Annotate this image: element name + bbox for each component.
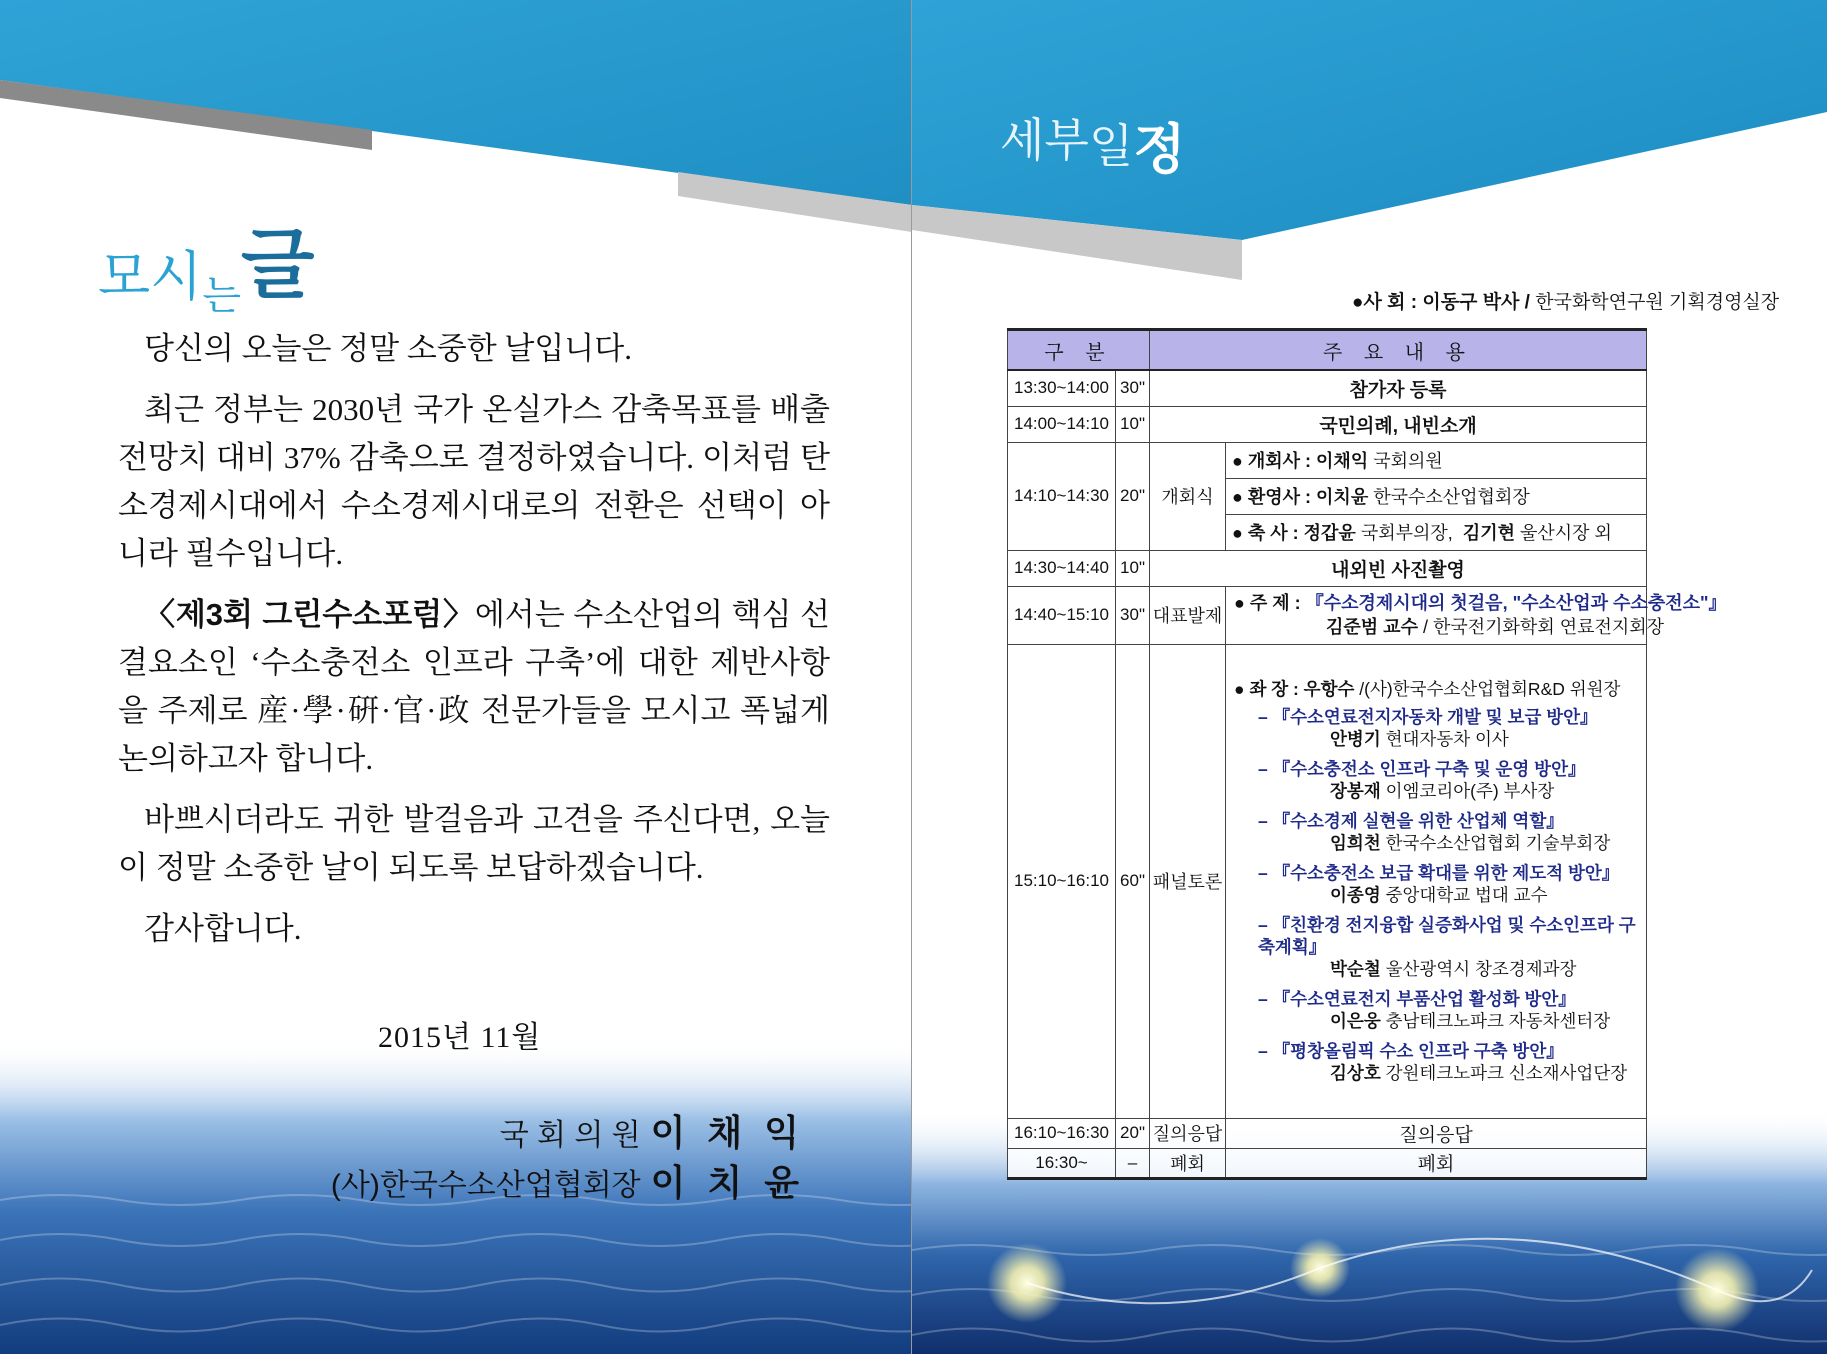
table-row <box>1008 442 1647 478</box>
schedule-heading <box>1000 95 1186 181</box>
panel-topic: – 『평창올림픽 수소 인프라 구축 방안』 <box>1258 1041 1564 1061</box>
letter-paragraph: 당신의 오늘은 정말 소중한 날입니다. <box>144 331 632 366</box>
category-cell: 개회식 <box>1150 442 1226 550</box>
panelist-name: 박순철 <box>1330 959 1381 979</box>
signer-name: 이 채 익 <box>650 1112 805 1153</box>
moderator-label: ●사 회 : 이동구 박사 / <box>1352 292 1530 313</box>
speech-label: ● 축 사 : 정갑윤 <box>1232 523 1356 543</box>
panel-item <box>1234 706 1638 750</box>
time-cell: 15:10~16:10 <box>1008 644 1116 1118</box>
invitation-letter <box>118 325 830 966</box>
panel-item <box>1234 862 1638 906</box>
panelist-name: 김상호 <box>1330 1063 1381 1083</box>
table-row <box>1008 586 1647 644</box>
panelist-affiliation: 한국수소산업협회 기술부회장 <box>1385 833 1611 853</box>
signature-2 <box>331 1155 805 1206</box>
category-cell: 패널토론 <box>1150 644 1226 1118</box>
table-row <box>1008 550 1647 586</box>
duration-cell: 30" <box>1116 586 1150 644</box>
duration-cell: 20" <box>1116 1118 1150 1148</box>
welcome-speech <box>1226 478 1647 514</box>
panel-item <box>1234 758 1638 802</box>
speech-affiliation: 국회부의장, <box>1360 523 1453 543</box>
keynote-affiliation: / 한국전기화학회 연료전지회장 <box>1422 617 1665 637</box>
speech-label: ● 개회사 : 이채익 <box>1232 451 1369 471</box>
category-cell: 대표발제 <box>1150 586 1226 644</box>
table-row <box>1008 644 1647 1118</box>
panel-item <box>1234 1040 1638 1084</box>
content-cell: 질의응답 <box>1226 1118 1647 1148</box>
table-header-row <box>1008 330 1647 371</box>
panel-chair <box>1234 678 1638 700</box>
panelist-affiliation: 강원테크노파크 신소재사업단장 <box>1385 1063 1628 1083</box>
panelist-name: 임희천 <box>1330 833 1381 853</box>
panelist-affiliation: 현대자동차 이사 <box>1385 729 1509 749</box>
time-cell: 14:00~14:10 <box>1008 406 1116 442</box>
content-cell: 국민의례, 내빈소개 <box>1150 406 1647 442</box>
panel-cell <box>1226 644 1647 1118</box>
chair-affiliation: /(사)한국수소산업협회R&D 위원장 <box>1359 679 1621 699</box>
duration-cell: – <box>1116 1148 1150 1178</box>
panel-topic: – 『수소연료전지자동차 개발 및 보급 방안』 <box>1258 707 1598 727</box>
letter-date: 2015년 11월 <box>378 1021 542 1054</box>
heading-part-2: 는 <box>202 273 241 319</box>
duration-cell: 10" <box>1116 406 1150 442</box>
content-cell: 내외빈 사진촬영 <box>1150 550 1647 586</box>
congratulatory-speech <box>1226 514 1647 550</box>
panelist-name: 안병기 <box>1330 729 1381 749</box>
moderator-line <box>1352 287 1779 314</box>
chair-label: ● 좌 장 : 우항수 <box>1234 679 1355 699</box>
table-row <box>1008 1148 1647 1178</box>
heading-part-1: 세부 <box>1000 113 1089 167</box>
schedule-page <box>912 0 1827 1354</box>
panel-topic: – 『수소연료전지 부품산업 활성화 방안』 <box>1258 989 1576 1009</box>
invitation-page <box>0 0 912 1354</box>
forum-description: 에서는 수소산업의 핵심 선결요소인 ‘수소충전소 인프라 구축’에 대한 제반사항을 주제로 産·學·硏·官·政 전문가들을 모시고 폭넓게 논의하고자 합니다. <box>118 597 831 776</box>
content-cell: 폐회 <box>1226 1148 1647 1178</box>
header-category: 구 분 <box>1008 330 1150 371</box>
table-row <box>1008 406 1647 442</box>
invitation-heading <box>98 208 314 317</box>
panelist-name: 장봉재 <box>1330 781 1381 801</box>
duration-cell: 60" <box>1116 644 1150 1118</box>
signer-name: 이 치 윤 <box>650 1162 805 1203</box>
time-cell: 13:30~14:00 <box>1008 370 1116 406</box>
keynote-speaker: 김준범 교수 <box>1326 617 1418 637</box>
signer-title: 국 회 의 원 <box>499 1119 641 1152</box>
category-cell: 질의응답 <box>1150 1118 1226 1148</box>
letter-paragraph: 바쁘시더라도 귀한 발걸음과 고견을 주신다면, 오늘이 정말 소중한 날이 되도록 보답하겠습니다. <box>118 802 830 885</box>
speech-affiliation: 한국수소산업협회장 <box>1373 487 1530 507</box>
duration-cell: 20" <box>1116 442 1150 550</box>
heading-part-2: 일 <box>1088 119 1134 173</box>
speech-label: ● 환영사 : 이치윤 <box>1232 487 1369 507</box>
panel-topic: – 『수소충전소 인프라 구축 및 운영 방안』 <box>1258 759 1586 779</box>
table-row <box>1008 370 1647 406</box>
panel-topic: – 『수소충전소 보급 확대를 위한 제도적 방안』 <box>1258 863 1620 883</box>
heading-part-3: 글 <box>240 220 315 309</box>
category-cell: 폐회 <box>1150 1148 1226 1178</box>
panelist-affiliation: 울산광역시 창조경제과장 <box>1385 959 1577 979</box>
duration-cell: 30" <box>1116 370 1150 406</box>
duration-cell: 10" <box>1116 550 1150 586</box>
time-cell: 14:30~14:40 <box>1008 550 1116 586</box>
speech-affiliation: 국회의원 <box>1373 451 1443 471</box>
time-cell: 14:40~15:10 <box>1008 586 1116 644</box>
schedule-table <box>1007 328 1727 1180</box>
moderator-affiliation: 한국화학연구원 기획경영실장 <box>1535 292 1780 313</box>
content-cell: 참가자 등록 <box>1150 370 1647 406</box>
panel-item <box>1234 988 1638 1032</box>
panel-topic: – 『수소경제 실현을 위한 산업체 역할』 <box>1258 811 1564 831</box>
panelist-name: 이은웅 <box>1330 1011 1381 1031</box>
letter-paragraph-forum <box>118 591 830 783</box>
panelist-name: 이종영 <box>1330 885 1381 905</box>
time-cell: 16:10~16:30 <box>1008 1118 1116 1148</box>
panel-topic: – 『친환경 전지융합 실증화사업 및 수소인프라 구축계획』 <box>1258 915 1636 957</box>
heading-part-1: 모시 <box>98 245 203 308</box>
time-cell: 16:30~ <box>1008 1148 1116 1178</box>
keynote-label: ● 주 제 : <box>1234 593 1301 613</box>
opening-speech <box>1226 442 1647 478</box>
signature-1 <box>500 1105 805 1156</box>
time-cell: 14:10~14:30 <box>1008 442 1116 550</box>
speech-affiliation: 울산시장 외 <box>1520 523 1612 543</box>
panelist-affiliation: 충남테크노파크 자동차센터장 <box>1385 1011 1611 1031</box>
table-row <box>1008 1118 1647 1148</box>
signer-title: (사)한국수소산업협회장 <box>330 1169 641 1202</box>
header-content: 주 요 내 용 <box>1150 330 1647 371</box>
panel-item <box>1234 914 1638 980</box>
letter-paragraph: 최근 정부는 2030년 국가 온실가스 감축목표를 배출 전망치 대비 37% 감축으로 결정하였습니다. 이처럼 탄소경제시대에서 수소경제시대로의 전환은 선택이 아니라 필수입니다. <box>118 392 830 571</box>
forum-name: 〈제3회 그린수소포럼〉 <box>144 597 475 632</box>
panel-item <box>1234 810 1638 854</box>
keynote-cell <box>1226 586 1727 644</box>
letter-paragraph: 감사합니다. <box>144 911 302 946</box>
keynote-title: 『수소경제시대의 첫걸음, "수소산업과 수소충전소"』 <box>1305 593 1727 613</box>
panelist-affiliation: 이엠코리아(주) 부사장 <box>1385 781 1555 801</box>
speech-label: 김기현 <box>1462 523 1515 543</box>
heading-part-3: 정 <box>1133 118 1186 181</box>
panelist-affiliation: 중앙대학교 법대 교수 <box>1385 885 1548 905</box>
